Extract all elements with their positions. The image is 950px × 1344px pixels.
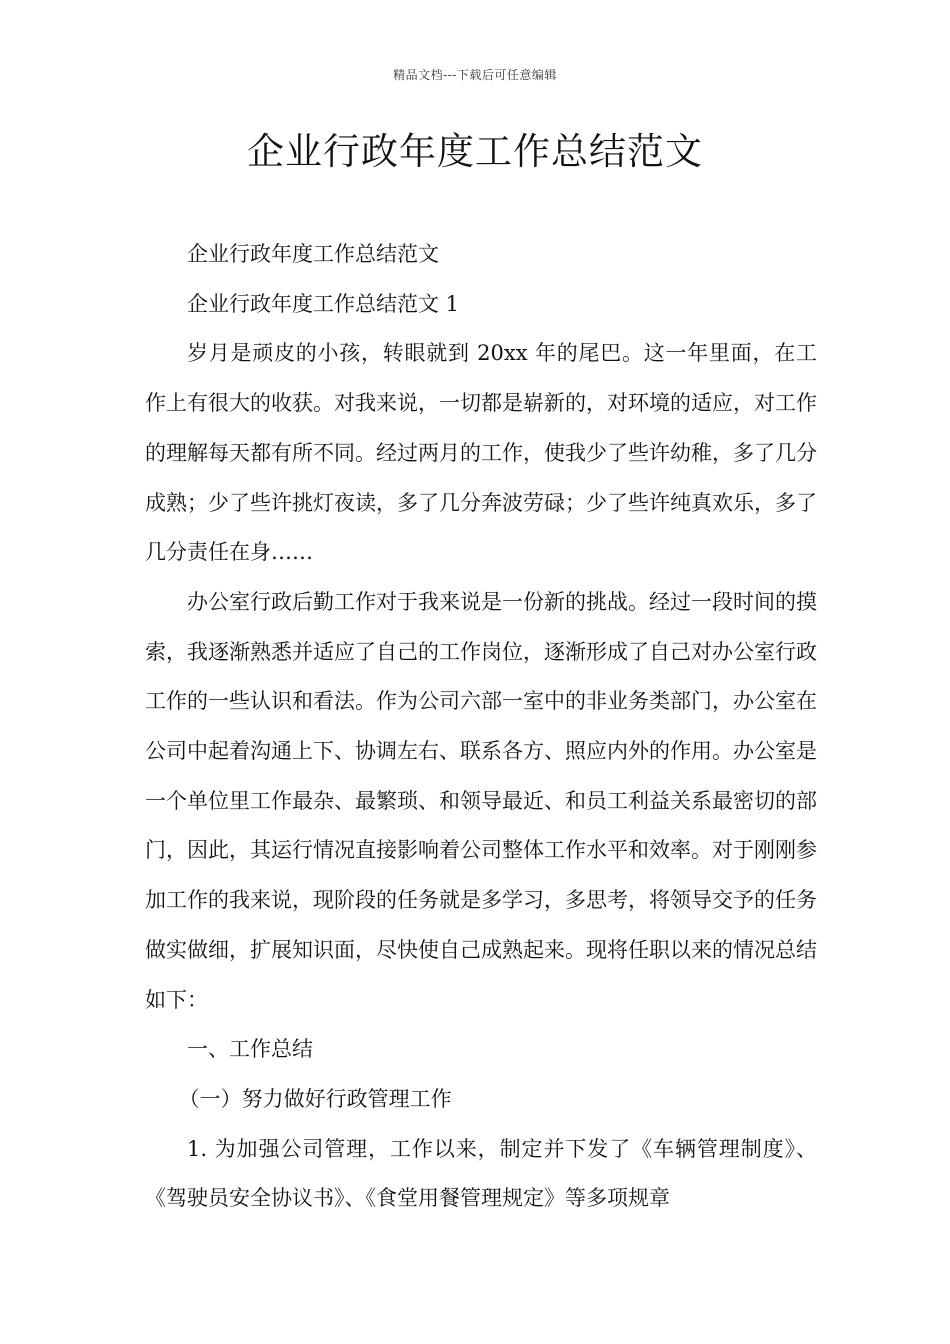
heading-admin-management: （一）努力做好行政管理工作 bbox=[178, 1086, 452, 1111]
paragraph-section-title: 企业行政年度工作总结范文 1 bbox=[187, 291, 460, 316]
header-note: 精品文档---下载后可任意编辑 bbox=[393, 68, 557, 82]
paragraph-item-1: 1. 为加强公司管理，工作以来，制定并下发了《车辆管理制度》、《驾驶员安全协议书》、《食堂用餐管理规定》等多项规章 bbox=[145, 1136, 817, 1211]
document-body bbox=[145, 230, 817, 1224]
paragraph-office-work: 办公室行政后勤工作对于我来说是一份新的挑战。经过一段时间的摸索，我逐渐熟悉并适应了自己的工作岗位，逐渐形成了自己对办公室行政工作的一些认识和看法。作为公司六部一室中的非业务类部门，办公室在公司中起着沟通上下、协调左右、联系各方、照应内外的作用。办公室是一个单位里工作最杂、最繁琐、和领导最近、和员工利益关系最密切的部门，因此，其运行情况直接影响着公司整体工作水平和效率。对于刚刚参加工作的我来说，现阶段的任务就是多学习，多思考，将领导交予的任务做实做细，扩展知识面，尽快使自己成熟起来。现将任职以来的情况总结如下： bbox=[145, 589, 817, 1012]
heading-work-summary: 一、工作总结 bbox=[187, 1037, 313, 1062]
paragraph-intro: 岁月是顽皮的小孩，转眼就到 20xx 年的尾巴。这一年里面，在工作上有很大的收获。对我来说，一切都是崭新的，对环境的适应，对工作的理解每天都有所不同。经过两月的工作，使我少了些许幼稚，多了几分成熟；少了些许挑灯夜读，多了几分奔波劳碌；少了些许纯真欢乐，多了几分责任在身…… bbox=[145, 341, 817, 565]
paragraph-subtitle: 企业行政年度工作总结范文 bbox=[187, 242, 439, 266]
document-title: 企业行政年度工作总结范文 bbox=[247, 130, 703, 173]
